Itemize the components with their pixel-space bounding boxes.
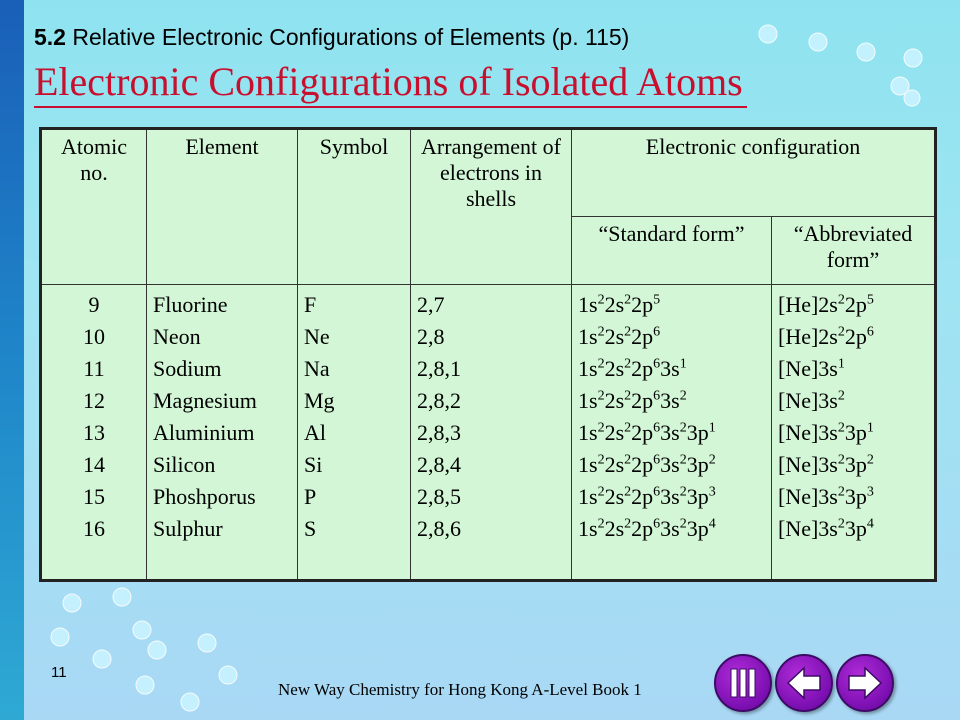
table-body-row [41, 284, 936, 580]
abbreviated-configuration: $[Ne]3s^23p^3$ [778, 483, 874, 509]
standard-configuration: $1s^22s^22p^63s^1$ [578, 355, 687, 381]
element-symbol: Mg [304, 387, 335, 413]
standard-configuration: $1s^22s^22p^5$ [578, 291, 661, 317]
header-element: Element [147, 129, 298, 285]
abbreviated-configuration: $[Ne]3s^23p^4$ [778, 515, 874, 541]
first-slide-icon [716, 656, 770, 710]
element-name: Sodium [153, 355, 222, 381]
slide-title: Electronic Configurations of Isolated Atoms [34, 58, 747, 108]
atomic-number: 12 [83, 387, 105, 413]
element-symbol: S [304, 515, 317, 541]
element-symbol: Si [304, 451, 323, 477]
header-symbol: Symbol [298, 129, 411, 285]
shell-arrangement: 2,8 [417, 323, 445, 349]
shell-arrangement: 2,8,6 [417, 515, 461, 541]
atomic-number: 14 [83, 451, 105, 477]
element-name: Aluminium [153, 419, 255, 445]
element-name: Magnesium [153, 387, 257, 413]
atomic-number: 16 [83, 515, 105, 541]
shell-arrangement: 2,8,1 [417, 355, 461, 381]
element-name: Phoshporus [153, 483, 256, 509]
shell-arrangement: 2,8,4 [417, 451, 461, 477]
abbreviated-configuration: $[He]2s^22p^5$ [778, 291, 874, 317]
abbreviated-configuration: $[Ne]3s^23p^2$ [778, 451, 874, 477]
header-electronic-configuration: Electronic configuration [572, 129, 936, 217]
previous-slide-button[interactable] [775, 654, 833, 712]
shell-arrangement: 2,8,3 [417, 419, 461, 445]
section-number: 5.2 [34, 24, 66, 50]
header-atomic-no: Atomic no. [41, 129, 147, 285]
standard-configuration: $1s^22s^22p^63s^23p^1$ [578, 419, 716, 445]
atomic-numbers-cell [41, 284, 147, 580]
standard-configuration: $1s^22s^22p^6$ [578, 323, 661, 349]
shell-arrangement: 2,8,5 [417, 483, 461, 509]
shell-arrangement: 2,8,2 [417, 387, 461, 413]
abbreviated-form-cell [772, 284, 936, 580]
element-name: Silicon [153, 451, 216, 477]
footer-text: New Way Chemistry for Hong Kong A-Level Book 1 [278, 680, 642, 699]
page-number: 11 [51, 664, 67, 681]
element-name: Sulphur [153, 515, 223, 541]
header-arrangement: Arrangement of electrons in shells [411, 129, 572, 285]
standard-form-cell [572, 284, 772, 580]
next-slide-button[interactable] [836, 654, 894, 712]
abbreviated-configuration: $[Ne]3s^1$ [778, 355, 845, 381]
section-heading [34, 24, 629, 51]
element-symbol: Na [304, 355, 330, 381]
section-title: Relative Electronic Configurations of Elements (p. 115) [72, 24, 630, 50]
left-accent-bar [0, 0, 24, 720]
atomic-number: 9 [88, 291, 100, 317]
shells-cell [411, 284, 572, 580]
atomic-number: 13 [83, 419, 105, 445]
first-slide-button[interactable] [714, 654, 772, 712]
element-symbol: Al [304, 419, 326, 445]
atomic-number: 11 [83, 355, 105, 381]
arrow-right-icon [838, 656, 892, 710]
standard-configuration: $1s^22s^22p^63s^2$ [578, 387, 687, 413]
standard-configuration: $1s^22s^22p^63s^23p^4$ [578, 515, 716, 541]
atomic-number: 10 [83, 323, 105, 349]
configuration-table [39, 127, 937, 582]
abbreviated-configuration: $[Ne]3s^23p^1$ [778, 419, 874, 445]
element-symbol: P [304, 483, 317, 509]
standard-configuration: $1s^22s^22p^63s^23p^3$ [578, 483, 716, 509]
shell-arrangement: 2,7 [417, 291, 445, 317]
arrow-left-icon [777, 656, 831, 710]
symbols-cell [298, 284, 411, 580]
element-symbol: Ne [304, 323, 330, 349]
standard-configuration: $1s^22s^22p^63s^23p^2$ [578, 451, 716, 477]
element-name: Neon [153, 323, 201, 349]
elements-cell [147, 284, 298, 580]
atomic-number: 15 [83, 483, 105, 509]
element-name: Fluorine [153, 291, 228, 317]
header-standard-form: “Standard form” [572, 217, 772, 285]
element-symbol: F [304, 291, 317, 317]
abbreviated-configuration: $[He]2s^22p^6$ [778, 323, 874, 349]
header-abbreviated-form: “Abbreviated form” [772, 217, 936, 285]
abbreviated-configuration: $[Ne]3s^2$ [778, 387, 845, 413]
